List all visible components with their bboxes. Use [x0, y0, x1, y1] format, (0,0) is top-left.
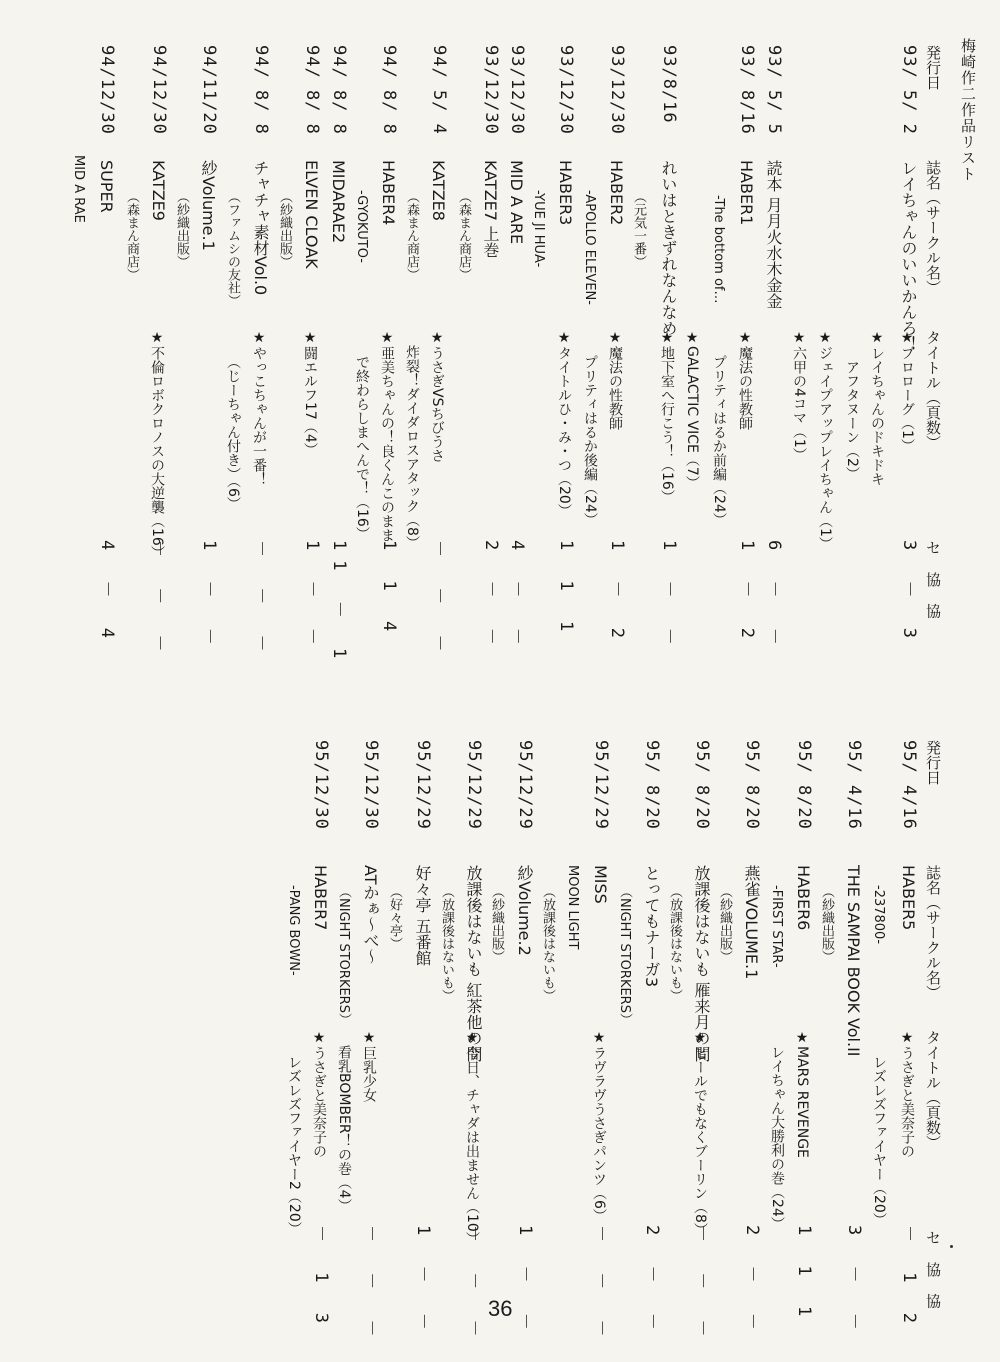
entry-name: （放課後はないも）	[667, 885, 682, 1002]
entry-date: 94/11/20	[199, 45, 219, 135]
entry-date: 94/ 8/ 8	[302, 45, 322, 135]
entry-date: 94/12/30	[97, 45, 117, 135]
entry-name: （放課後はないも）	[439, 885, 454, 1002]
entry-name: HABER6	[794, 865, 813, 931]
entry-counts: － － －	[361, 1225, 381, 1347]
entry-name: （森まん商店）	[404, 190, 419, 281]
entry-name: （森まん商店）	[456, 190, 471, 281]
entry-date: 95/12/30	[361, 740, 381, 830]
header-name-top: 誌名（サークル名）	[924, 160, 942, 295]
page-title: 梅崎作二作品リスト	[959, 38, 977, 182]
entry-date: 93/12/30	[556, 45, 576, 135]
entry-name: （紗織出版）	[489, 885, 504, 963]
entry-date: 95/ 4/16	[899, 740, 919, 830]
entry-name: （元気一番）	[631, 190, 646, 268]
entry-title: ★魔法の性教師	[607, 330, 623, 430]
entry-name: HABER1	[737, 160, 756, 226]
entry-date: 94/12/30	[149, 45, 169, 135]
entry-date: 93/12/30	[507, 45, 527, 135]
entry-title: ★ジェイプアップレイちゃん（1）	[817, 330, 833, 551]
entry-name: 紗Volume.2	[515, 865, 534, 956]
entry-name: れいはときずれなんなめ	[659, 160, 678, 336]
entry-counts: 2 － －	[742, 1225, 762, 1340]
entry-title: ★亜美ちゃんの！良くんこのまま	[379, 330, 395, 542]
entry-date: 93/12/30	[481, 45, 501, 135]
entry-name: 燕雀VOLUME.1	[742, 865, 761, 980]
header-nums-bottom: セ 協 協	[924, 1230, 942, 1315]
entry-title: アフタヌーン（2）	[844, 360, 860, 481]
page-number: 36	[488, 1296, 513, 1321]
entry-counts: 1 1 4	[379, 540, 399, 642]
entry-title: ★うさぎと美奈子の	[311, 1030, 327, 1158]
entry-counts: － － －	[591, 1225, 611, 1347]
entry-counts: 1 － 2	[737, 540, 757, 648]
header-date-top: 発行日	[924, 45, 942, 90]
entry-title: ★闘エルフ17（4）	[302, 330, 318, 457]
entry-name: チャチャ素材Vol.0	[251, 160, 270, 296]
entry-counts: 1 － －	[302, 540, 322, 655]
entry-name: KATZE8	[429, 160, 448, 221]
entry-name: -YUE JI HUA-	[531, 190, 546, 268]
entry-title: ★うさぎと美奈子の	[899, 1030, 915, 1158]
entry-name: ATかぁ～べ～	[361, 865, 380, 965]
entry-name: レイちゃんのいいかんろ！	[899, 160, 918, 352]
entry-date: 95/12/29	[413, 740, 433, 830]
entry-name: 紗Volume.1	[199, 160, 218, 251]
entry-name: MID A ARE	[507, 160, 526, 245]
entry-title: ★ヒールでもなくブーリン（8）	[692, 1030, 708, 1237]
entry-counts: － － －	[692, 1225, 712, 1347]
entry-counts: 1 － －	[659, 540, 679, 655]
entry-name: 読本 月月火水木金金	[764, 160, 783, 310]
entry-counts: － － －	[429, 540, 449, 662]
entry-title: レズレズファイヤー（20）	[871, 1055, 887, 1227]
header-title-bottom: タイトル（頁数）	[924, 1030, 942, 1150]
entry-name: HABER7	[311, 865, 330, 931]
entry-counts: 3 － 3	[899, 540, 919, 648]
header-title-top: タイトル（頁数）	[924, 330, 942, 450]
entry-name: 放課後はないも 紅茶他の間	[464, 865, 483, 1063]
entry-name: （NIGHT STORKERS）	[617, 885, 632, 1026]
entry-name: 好々亭 五番館	[413, 865, 432, 967]
entry-name: （紗織出版）	[277, 190, 292, 268]
entry-name: MOON LIGHT	[565, 865, 580, 950]
entry-date: 93/8/16	[659, 45, 679, 124]
entry-counts: 1 － －	[413, 1225, 433, 1340]
entry-title: ★プロローグ（1）	[899, 330, 915, 453]
entry-date: 95/12/29	[464, 740, 484, 830]
entry-title: ★うさぎVSちびうさ	[429, 330, 445, 463]
entry-name: MIDARAE2	[329, 160, 348, 244]
entry-name: （森まん商店）	[124, 190, 139, 281]
entry-date: 93/ 8/16	[737, 45, 757, 135]
entry-name: ELVEN CLOAK	[302, 160, 321, 269]
entry-counts: 4 － 4	[97, 540, 117, 648]
entry-date: 95/ 8/20	[642, 740, 662, 830]
entry-name: -APOLLO ELEVEN-	[582, 190, 597, 305]
entry-name: HABER5	[899, 865, 918, 931]
entry-counts: 2 － －	[642, 1225, 662, 1340]
entry-date: 94/ 8/ 8	[329, 45, 349, 135]
entry-counts: － － －	[149, 540, 169, 662]
speck	[950, 1245, 953, 1248]
entry-date: 95/ 8/20	[742, 740, 762, 830]
header-date-bottom: 発行日	[924, 740, 942, 785]
entry-title: ★地下室へ行こう！（16）	[659, 330, 675, 504]
entry-date: 94/ 8/ 8	[251, 45, 271, 135]
entry-counts: 3 － －	[844, 1225, 864, 1340]
entry-title: プリティはるか後編（24）	[582, 355, 598, 527]
entry-title: プリティはるか前編（24）	[711, 355, 727, 527]
entry-name: -237800-	[871, 885, 886, 945]
header-name-bottom: 誌名（サークル名）	[924, 865, 942, 1000]
entry-date: 93/ 5/ 2	[899, 45, 919, 135]
entry-name: -PANG BOWN-	[286, 885, 301, 976]
entry-title: 炸裂！ダイダロスアタック（8）	[404, 345, 420, 550]
entry-counts: 1 － 2	[607, 540, 627, 648]
entry-date: 95/ 4/16	[844, 740, 864, 830]
entry-counts: 2 － －	[481, 540, 501, 655]
entry-name: MID A RAE	[71, 155, 86, 223]
entry-name: HABER2	[607, 160, 626, 226]
entry-counts: 1 1 1	[556, 540, 576, 642]
entry-name: HABER4	[379, 160, 398, 226]
entry-name: -GYOKUTO-	[354, 190, 369, 263]
header-nums-top: セ 協 協	[924, 540, 942, 625]
entry-name: HABER3	[556, 160, 575, 226]
entry-title: ★GALACTIC VICE（7）	[684, 330, 700, 490]
entry-title: ★レイちゃんのドキドキ	[869, 330, 885, 486]
entry-name: （紗織出版）	[819, 885, 834, 963]
entry-date: 95/ 8/20	[692, 740, 712, 830]
entry-title: ★やっこちゃんが一番！	[251, 330, 267, 486]
entry-name: （ファムシの友社）	[225, 190, 240, 307]
entry-name: （好々亭）	[387, 885, 402, 950]
entry-counts: 1 － －	[199, 540, 219, 655]
entry-name: SUPER	[97, 160, 116, 213]
entry-title: で終わらしまへんで！（16）	[354, 355, 370, 541]
entry-date: 93/ 5/ 5	[764, 45, 784, 135]
entry-title: ★六甲の4コマ（1）	[791, 330, 807, 462]
entry-title: ★巨乳少女	[361, 1030, 377, 1102]
entry-title: ★今日、チャダは出ません（10）	[464, 1030, 480, 1246]
entry-counts: － 1 3	[311, 1225, 331, 1333]
entry-date: 95/12/30	[311, 740, 331, 830]
entry-name: -The bottom of…	[711, 195, 726, 304]
entry-counts: 4 － －	[507, 540, 527, 655]
entry-title: ★タイトルひ・み・つ（20）	[556, 330, 572, 518]
entry-name: THE SAMPAI BOOK Vol.II	[844, 865, 863, 1057]
entry-name: （紗織出版）	[717, 885, 732, 963]
entry-name: KATZE9	[149, 160, 168, 221]
entry-title: ★魔法の性教師	[737, 330, 753, 430]
entry-date: 95/12/29	[591, 740, 611, 830]
entry-date: 95/12/29	[515, 740, 535, 830]
entry-counts: 11 － 1	[329, 540, 349, 669]
entry-date: 95/ 8/20	[794, 740, 814, 830]
entry-title: レズレズファイヤー2（20）	[286, 1055, 302, 1236]
entry-name: （放課後はないも）	[540, 885, 555, 1002]
entry-counts: 1 1 1	[794, 1225, 814, 1327]
entry-name: （紗織出版）	[174, 190, 189, 268]
entry-name: -FIRST STAR-	[769, 885, 784, 968]
entry-counts: 1 － －	[515, 1225, 535, 1340]
entry-counts: 6 － －	[764, 540, 784, 655]
entry-name: KATZE7 上巻	[481, 160, 500, 259]
entry-counts: － － －	[251, 540, 271, 662]
entry-title: ★不倫ロボクロノスの大逆襲（16）	[149, 330, 165, 560]
entry-title: （じーちゃん付き）（6）	[225, 355, 241, 511]
entry-name: 放課後はないも 雁来月の間	[692, 865, 711, 1063]
entry-date: 94/ 5/ 4	[429, 45, 449, 135]
entry-name: MISS	[591, 865, 610, 904]
entry-title: レイちゃん大勝利の巻（24）	[769, 1045, 785, 1231]
entry-name: とってもナーガ3	[642, 865, 661, 988]
entry-title: 看乳BOMBER！の巻（4）	[336, 1045, 352, 1213]
entry-title: ★ラヴラヴうさぎパンツ（6）	[591, 1030, 607, 1223]
entry-date: 94/ 8/ 8	[379, 45, 399, 135]
entry-counts: － － －	[464, 1225, 484, 1347]
entry-title: ★MARS REVENGE	[794, 1030, 810, 1158]
entry-date: 93/12/30	[607, 45, 627, 135]
entry-counts: － 1 2	[899, 1225, 919, 1333]
entry-name: （NIGHT STORKERS）	[336, 885, 351, 1026]
